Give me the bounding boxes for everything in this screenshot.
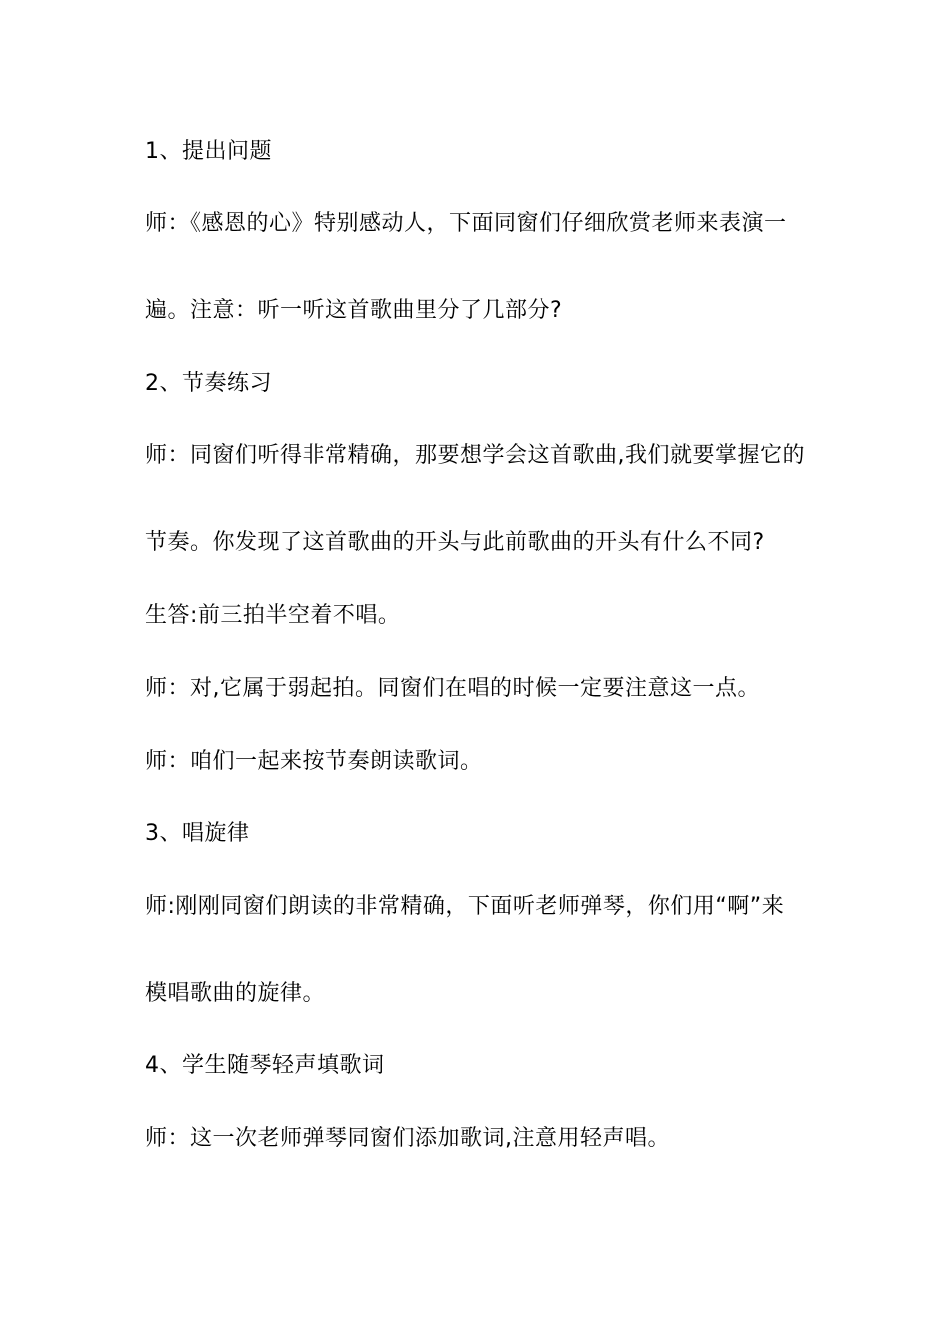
paragraph-line: 遍。注意：听一听这首歌曲里分了几部分?: [145, 298, 563, 323]
paragraph-line: 模唱歌曲的旋律。: [145, 981, 326, 1006]
section-heading-1: 1、提出问题: [145, 139, 272, 164]
paragraph-line: 师:刚刚同窗们朗读的非常精确，下面听老师弹琴，你们用“啊”来: [145, 894, 785, 919]
section-heading-4: 4、学生随琴轻声填歌词: [145, 1053, 385, 1078]
paragraph-line: 师：《感恩的心》特别感动人，下面同窗们仔细欣赏老师来表演一: [145, 211, 787, 236]
paragraph-line: 师：咱们一起来按节奏朗读歌词。: [145, 749, 483, 774]
section-heading-3: 3、唱旋律: [145, 821, 250, 846]
paragraph-line: 生答:前三拍半空着不唱。: [145, 603, 401, 628]
paragraph-line: 师：这一次老师弹琴同窗们添加歌词,注意用轻声唱。: [145, 1126, 670, 1151]
paragraph-line: 师：对,它属于弱起拍。同窗们在唱的时候一定要注意这一点。: [145, 676, 760, 701]
section-heading-2: 2、节奏练习: [145, 371, 272, 396]
paragraph-line: 师：同窗们听得非常精确，那要想学会这首歌曲,我们就要掌握它的: [145, 443, 805, 468]
paragraph-line: 节奏。你发现了这首歌曲的开头与此前歌曲的开头有什么不同?: [145, 530, 765, 555]
